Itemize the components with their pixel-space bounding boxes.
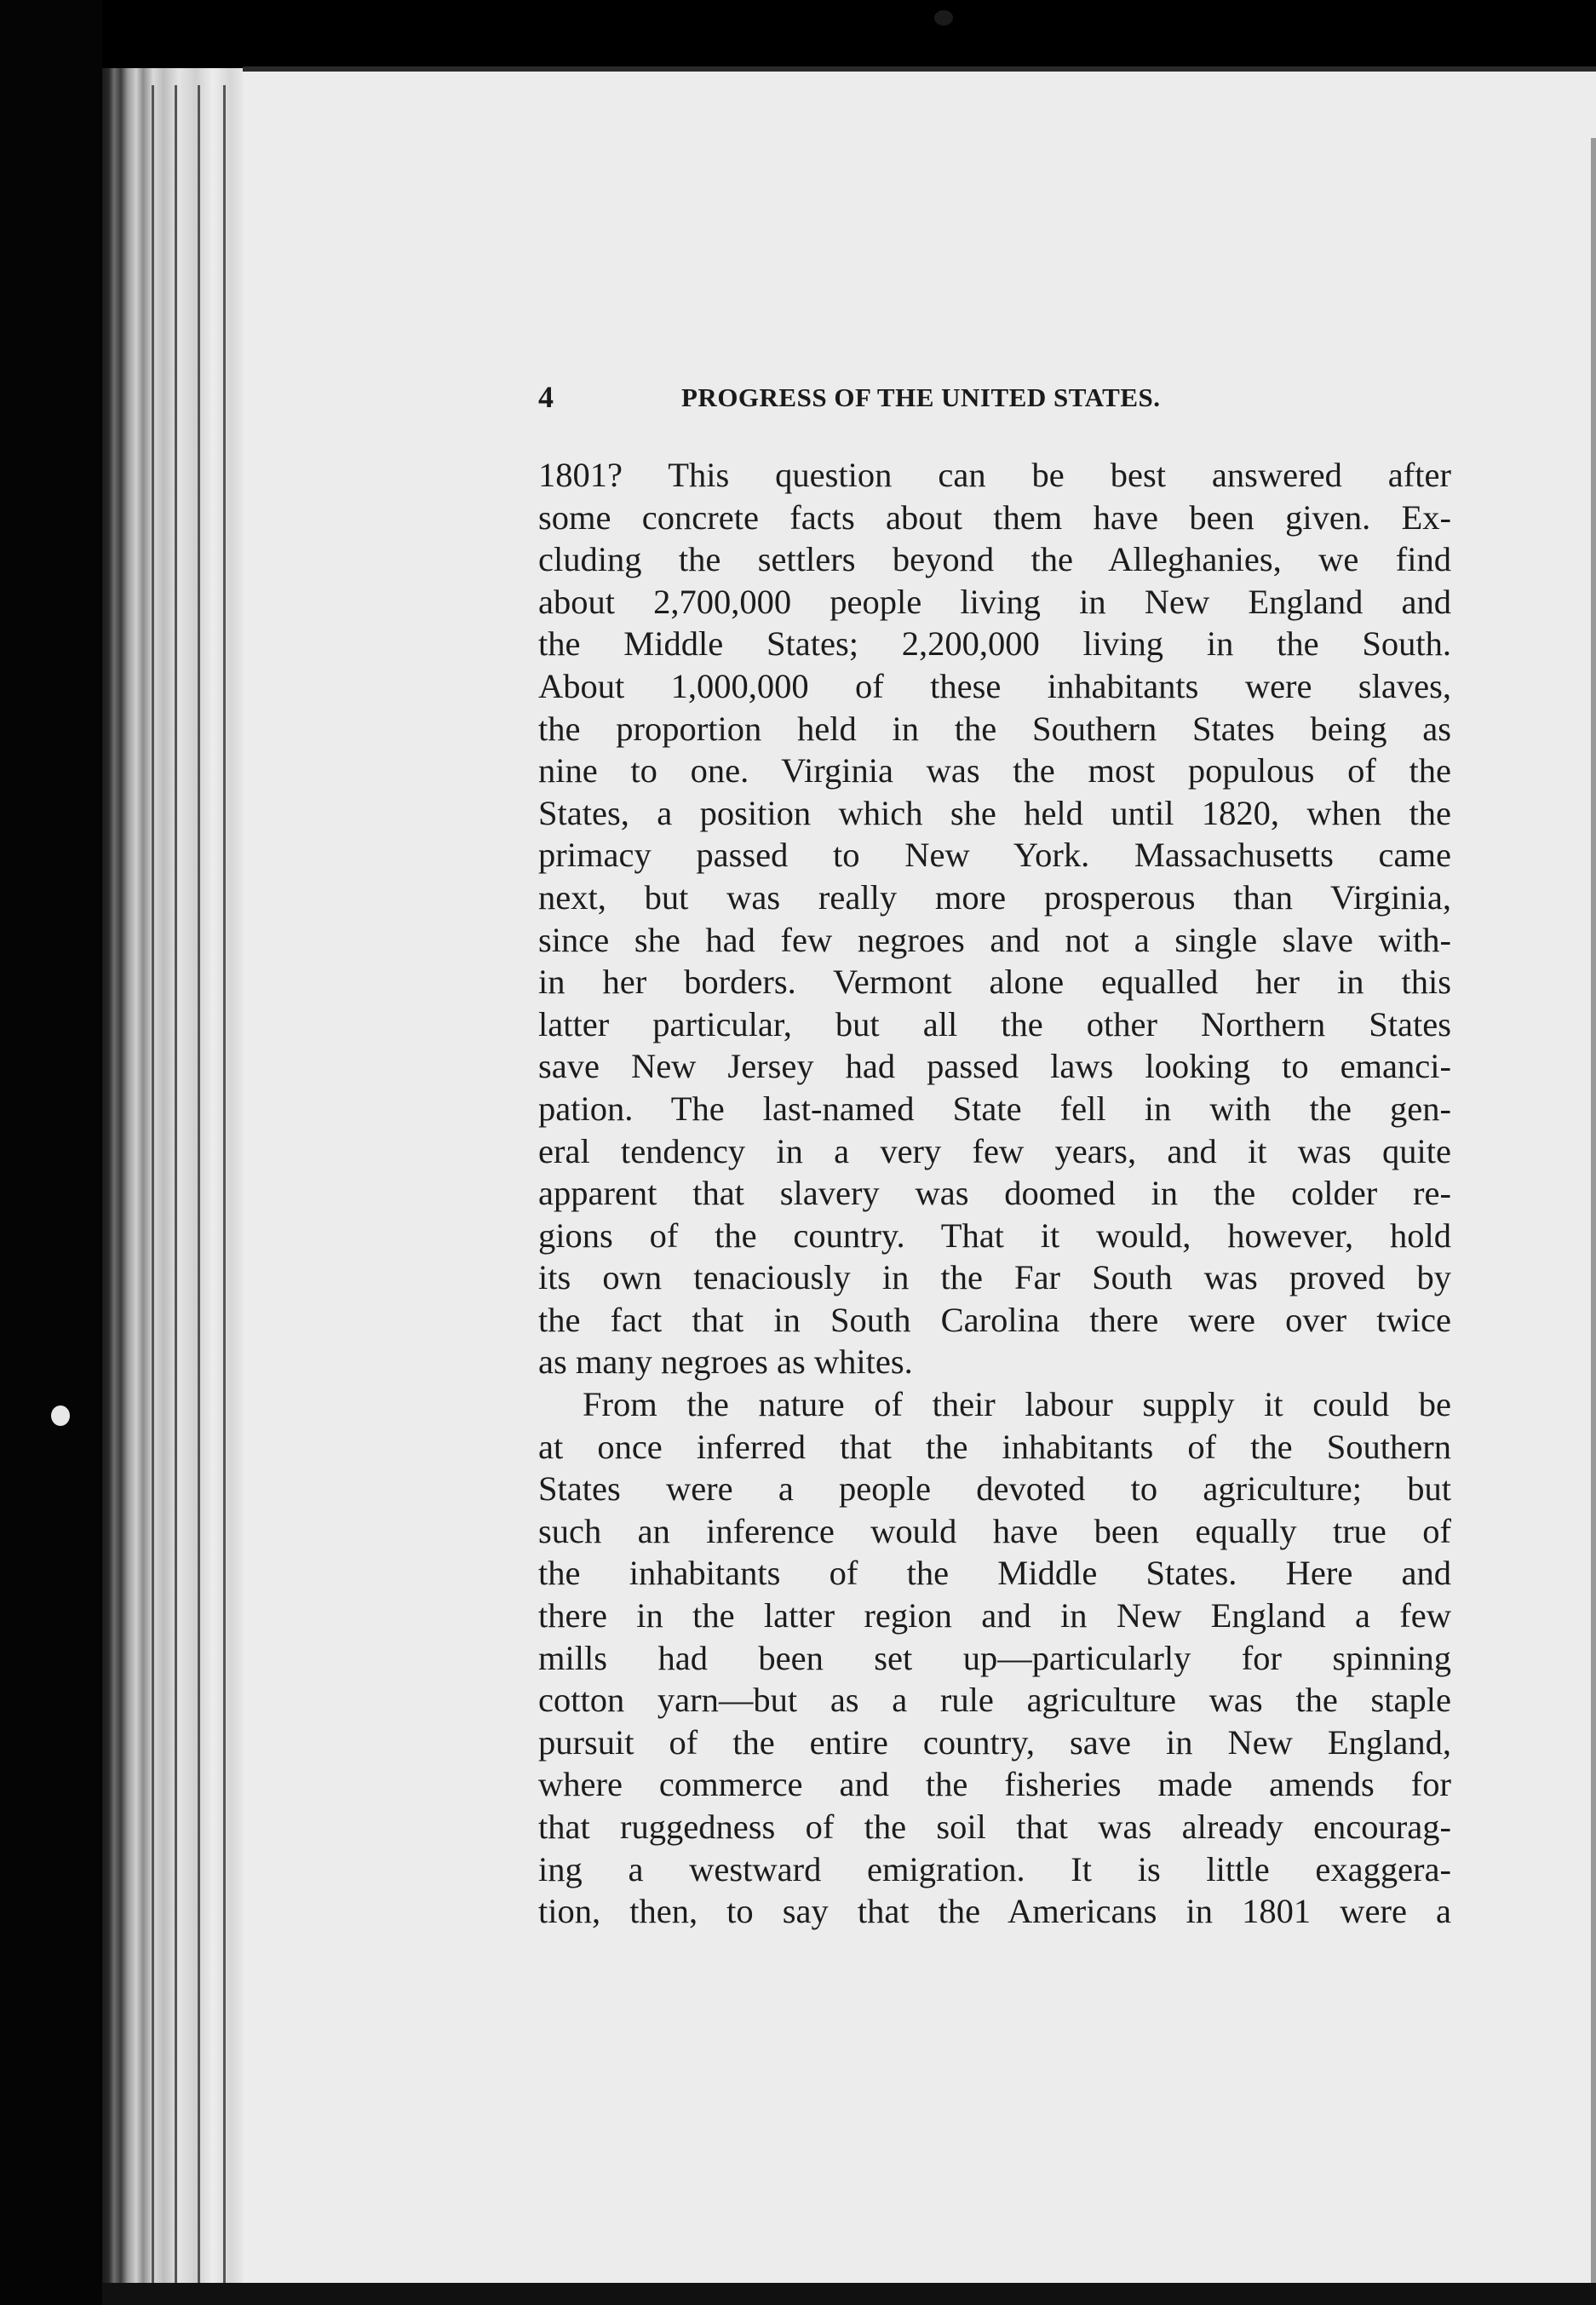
binding-line	[198, 85, 200, 2300]
page-right-edge	[1591, 138, 1596, 2305]
text-line: From the nature of their labour supply it could be	[583, 1385, 1451, 1424]
paragraph	[538, 454, 1451, 1383]
running-head	[538, 379, 1451, 422]
text-line: latter particular, but all the other Northern States	[538, 1004, 1451, 1043]
text-line: pursuit of the entire country, save in New England,	[538, 1722, 1451, 1762]
text-line: eral tendency in a very few years, and it was quite	[538, 1131, 1451, 1170]
binding-line	[223, 85, 226, 2300]
text-line: nine to one. Virginia was the most populous of the	[538, 751, 1451, 790]
text-line: next, but was really more prosperous than Virginia,	[538, 877, 1451, 917]
scan-speck	[934, 10, 953, 26]
body-text	[538, 454, 1451, 1933]
binding-line	[175, 85, 177, 2300]
text-line: at once inferred that the inhabitants of the Southern	[538, 1427, 1451, 1466]
text-line: where commerce and the fisheries made amends for	[538, 1765, 1451, 1804]
scan-dark-margin	[0, 0, 102, 2305]
scan-bottom-edge	[102, 2283, 1596, 2305]
text-line: ing a westward emigration. It is little exaggera-	[538, 1849, 1451, 1888]
binding-line	[152, 85, 154, 2300]
text-line: the inhabitants of the Middle States. Here and	[538, 1554, 1451, 1593]
text-line: its own tenaciously in the Far South was proved by	[538, 1258, 1451, 1297]
text-line: 1801? This question can be best answered after	[538, 456, 1451, 494]
text-line: save New Jersey had passed laws looking to emanci-	[538, 1047, 1451, 1086]
running-head-title: PROGRESS OF THE UNITED STATES.	[681, 382, 1161, 412]
text-line: some concrete facts about them have been given. Ex-	[538, 497, 1451, 537]
text-line: the Middle States; 2,200,000 living in the South.	[538, 624, 1451, 664]
text-line: the proportion held in the Southern States being as	[538, 709, 1451, 748]
text-line: gions of the country. That it would, however, hold	[538, 1216, 1451, 1255]
text-line: since she had few negroes and not a single slave with-	[538, 920, 1451, 959]
text-line: States, a position which she held until 1820, when the	[538, 793, 1451, 832]
text-line: that ruggedness of the soil that was already encourag-	[538, 1808, 1451, 1846]
text-line: cluding the settlers beyond the Alleghanies, we find	[538, 540, 1451, 579]
page-number: 4	[538, 380, 554, 414]
text-line: tion, then, to say that the Americans in 1801 were a	[538, 1892, 1451, 1931]
text-line: apparent that slavery was doomed in the colder re-	[538, 1174, 1451, 1213]
text-line: about 2,700,000 people living in New England and	[538, 582, 1451, 621]
text-line: About 1,000,000 of these inhabitants were slaves,	[538, 666, 1451, 705]
paragraph	[538, 1383, 1451, 1933]
text-line: primacy passed to New York. Massachusetts came	[538, 836, 1451, 875]
text-line: mills had been set up—particularly for spinning	[538, 1638, 1451, 1677]
scan-speck	[51, 1405, 70, 1426]
text-line: there in the latter region and in New England a few	[538, 1596, 1451, 1635]
text-line: cotton yarn—but as a rule agriculture was the staple	[538, 1681, 1451, 1720]
text-line: in her borders. Vermont alone equalled her in this	[538, 963, 1451, 1002]
text-line: such an inference would have been equally true of	[538, 1511, 1451, 1550]
text-line: States were a people devoted to agriculture; but	[538, 1469, 1451, 1509]
text-line: as many negroes as whites.	[538, 1342, 913, 1382]
text-line: pation. The last-named State fell in with the gen-	[538, 1089, 1451, 1128]
text-line: the fact that in South Carolina there were over twice	[538, 1300, 1451, 1339]
